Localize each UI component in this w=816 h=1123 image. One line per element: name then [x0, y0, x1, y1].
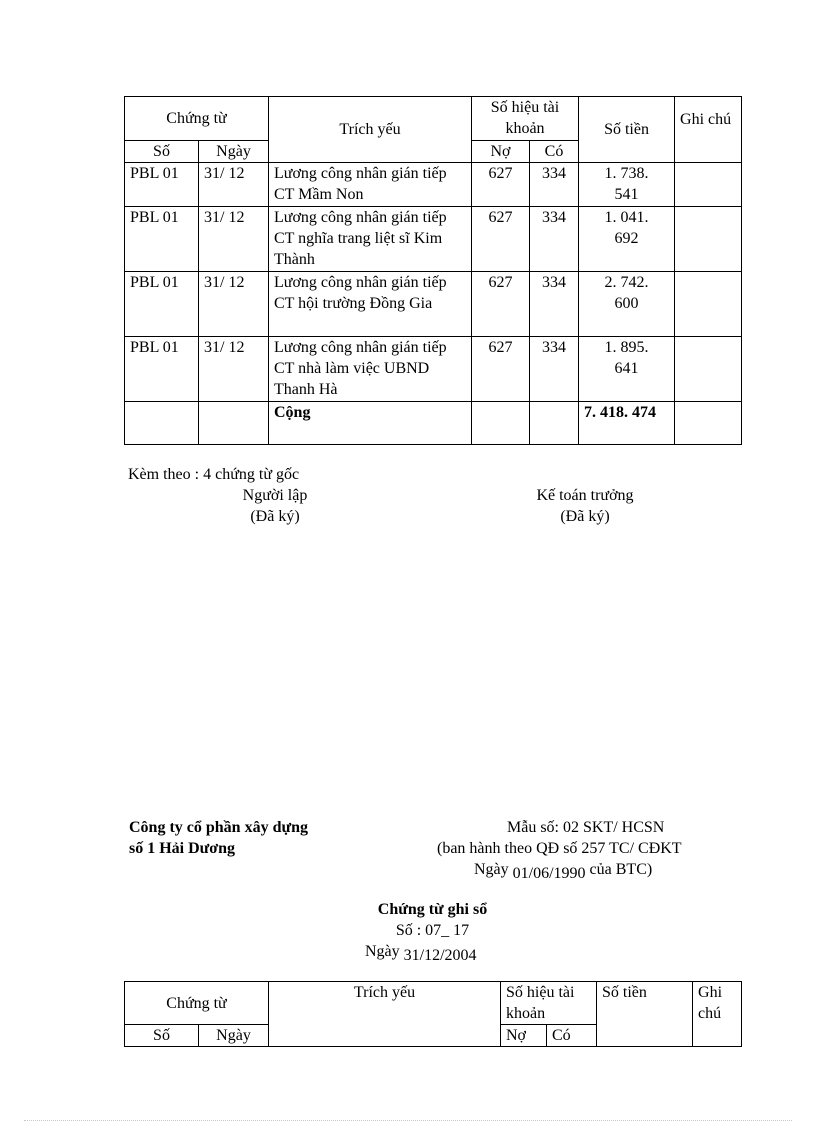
- header-ghi-chu: Ghi chú: [675, 97, 742, 163]
- total-label: Cộng: [269, 402, 472, 445]
- cell-ngay: 31/ 12: [199, 337, 269, 402]
- cell-ghi-chu: [675, 163, 742, 207]
- form-issue-date: [474, 859, 652, 880]
- header-chung-tu: Chứng từ: [125, 97, 269, 141]
- cell-no: 627: [472, 272, 530, 337]
- header-so-tien: Số tiền: [579, 97, 675, 163]
- cell-ngay: 31/ 12: [199, 272, 269, 337]
- voucher-date-prefix: Ngày: [365, 943, 400, 960]
- header-no: Nợ: [501, 1025, 547, 1047]
- header-so: Số: [125, 141, 199, 163]
- cell-co: 334: [530, 337, 579, 402]
- table-row: [125, 337, 742, 402]
- cell-empty: [530, 402, 579, 445]
- header-co: Có: [530, 141, 579, 163]
- company-name-line1: Công ty cổ phần xây dựng: [129, 819, 308, 836]
- preparer-signed: (Đã ký): [250, 508, 300, 525]
- cell-ghi-chu: [675, 337, 742, 402]
- header-so: Số: [125, 1025, 199, 1047]
- total-value: 7. 418. 474: [579, 402, 675, 445]
- cell-no: 627: [472, 337, 530, 402]
- form-code: Mẫu số: 02 SKT/ HCSN: [507, 819, 665, 836]
- cell-ngay: 31/ 12: [199, 207, 269, 272]
- form-issued-by: (ban hành theo QĐ số 257 TC/ CĐKT: [437, 840, 682, 857]
- table-row: [125, 207, 742, 272]
- cell-empty: [675, 402, 742, 445]
- voucher-title: Chứng từ ghi sổ: [377, 901, 488, 918]
- header-so-hieu-tk: Số hiệu tài khoản: [472, 97, 579, 141]
- header-trich-yeu: Trích yếu: [269, 97, 472, 163]
- cell-empty: [125, 402, 199, 445]
- cell-ghi-chu: [675, 272, 742, 337]
- header-co: Có: [547, 1025, 597, 1047]
- attachment-note: Kèm theo : 4 chứng từ gốc: [128, 466, 300, 483]
- cell-trich-yeu: Lương công nhân gián tiếp CT nghĩa trang liệt sĩ Kim Thành: [269, 207, 472, 272]
- total-row: [125, 402, 742, 445]
- header-ngay: Ngày: [199, 1025, 269, 1047]
- cell-no: 627: [472, 163, 530, 207]
- chief-accountant-title: Kế toán trưởng: [536, 487, 634, 504]
- table-row: [125, 272, 742, 337]
- cell-trich-yeu: Lương công nhân gián tiếp CT Mầm Non: [269, 163, 472, 207]
- cell-so: PBL 01: [125, 207, 199, 272]
- company-name-line2: số 1 Hải Dương: [129, 840, 236, 857]
- cell-so: PBL 01: [125, 163, 199, 207]
- form-date-suffix: của BTC): [589, 861, 653, 878]
- table-row: [125, 163, 742, 207]
- voucher-number: Số : 07_ 17: [395, 922, 470, 939]
- cell-ngay: 31/ 12: [199, 163, 269, 207]
- chief-accountant-signed: (Đã ký): [560, 508, 610, 525]
- cell-trich-yeu: Lương công nhân gián tiếp CT nhà làm việc UBND Thanh Hà: [269, 337, 472, 402]
- header-ghi-chu: Ghi chú: [693, 982, 742, 1047]
- voucher-date-value: 31/12/2004: [403, 947, 477, 964]
- cell-so-tien: 1. 738. 541: [579, 163, 675, 207]
- page-bottom-border: [24, 1120, 792, 1121]
- preparer-title: Người lập: [242, 487, 308, 504]
- header-chung-tu: Chứng từ: [125, 982, 269, 1025]
- form-date-prefix: Ngày: [474, 861, 509, 878]
- header-so-hieu-tk: Số hiệu tài khoản: [501, 982, 597, 1025]
- cell-empty: [199, 402, 269, 445]
- cell-so: PBL 01: [125, 272, 199, 337]
- header-trich-yeu: Trích yếu: [269, 982, 501, 1047]
- header-no: Nợ: [472, 141, 530, 163]
- cell-trich-yeu: Lương công nhân gián tiếp CT hội trường Đồng Gia: [269, 272, 472, 337]
- cell-no: 627: [472, 207, 530, 272]
- cell-empty: [472, 402, 530, 445]
- cell-so-tien: 1. 041. 692: [579, 207, 675, 272]
- voucher-date: [365, 941, 477, 962]
- ledger-table-2: [124, 981, 742, 1047]
- cell-so-tien: 2. 742. 600: [579, 272, 675, 337]
- cell-ghi-chu: [675, 207, 742, 272]
- cell-co: 334: [530, 272, 579, 337]
- cell-so-tien: 1. 895. 641: [579, 337, 675, 402]
- cell-so: PBL 01: [125, 337, 199, 402]
- form-date-value: 01/06/1990: [512, 865, 586, 882]
- cell-co: 334: [530, 207, 579, 272]
- cell-co: 334: [530, 163, 579, 207]
- ledger-table-1: [124, 96, 742, 445]
- header-so-tien: Số tiền: [597, 982, 693, 1047]
- header-ngay: Ngày: [199, 141, 269, 163]
